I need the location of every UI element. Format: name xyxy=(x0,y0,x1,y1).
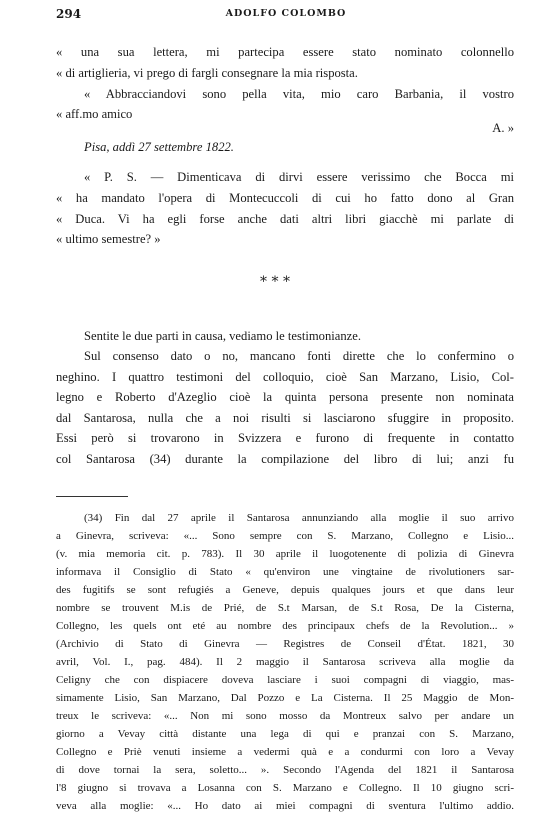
letter-line: « una sua lettera, mi partecipa essere stato nominato colonnello xyxy=(56,45,514,59)
footnote-line: informava il Consiglio di Stato « qu'environ une vingtaine de rivolutioners sar- xyxy=(56,566,514,578)
footnote-line: des fugitifs se sont refugiés a Geneve, depuis qualques jours et que dans leur xyxy=(56,584,514,596)
body-line: neghino. I quattro testimoni del colloquio, cioè San Marzano, Lisio, Col- xyxy=(56,370,514,384)
letter-line: « aff.mo amico xyxy=(56,107,133,121)
page-header xyxy=(56,7,516,25)
postscript-line: « ha mandato l'opera di Montecuccoli di cui ho fatto dono al Gran xyxy=(56,191,514,205)
body-line: legno e Roberto d'Azeglio cioè la quinta persona presente non nominata xyxy=(56,390,514,404)
footnote-line: (34) Fin dal 27 aprile il Santarosa annunziando alla moglie il suo arrivo xyxy=(84,512,514,524)
body-line: col Santarosa (34) durante la compilazione del libro di lui; anzi fu xyxy=(56,452,514,466)
letter-dateline: Pisa, addì 27 settembre 1822. xyxy=(84,140,234,154)
body-line: dal Santarosa, nulla che a noi risulti si lasciarono sfuggire in proposito. xyxy=(56,411,514,425)
footnote-line: Celigny che con dispiacere doveva lasciare i suoi compagni di viaggio, mas- xyxy=(56,674,514,686)
letter-line: « Abbracciandovi sono pella vita, mio caro Barbania, il vostro xyxy=(84,87,514,101)
letter-signature: A. » xyxy=(492,121,514,135)
footnote-line: (v. mia memoria cit. p. 783). Il 30 aprile il luogotenente di polizia di Ginevra xyxy=(56,548,514,560)
postscript-line: « P. S. — Dimenticava di dirvi essere verissimo che Bocca mi xyxy=(84,170,514,184)
footnote-line: a Ginevra, scriveva: «... Sono sempre con S. Marzano, Collegno e Lisio... xyxy=(56,530,514,542)
footnote-rule xyxy=(56,496,128,497)
asterism: * * * xyxy=(260,274,290,290)
postscript-line: « ultimo semestre? » xyxy=(56,232,161,246)
footnote-line: simamente Lisio, San Marzano, Dal Pozzo e La Cisterna. Il 25 Maggio de Mon- xyxy=(56,692,514,704)
body-line: Sul consenso dato o no, mancano fonti dirette che lo confermino o xyxy=(84,349,514,363)
footnote-line: di dove tornai la sera, soletto... ». Secondo l'Agenda del 1821 il Santarosa xyxy=(56,764,514,776)
footnote-line: Collegno e Priè venuti insieme a vedermi quà e a condurmi con loro a Vevay xyxy=(56,746,514,758)
footnote-line: avril, Vol. I., pag. 484). Il 2 maggio il Santarosa scriveva alla moglie da xyxy=(56,656,514,668)
footnote-line: (Archivio di Stato di Ginevra — Registres de Conseil d'État. 1821, 30 xyxy=(56,638,514,650)
body-line: Sentite le due parti in causa, vediamo le testimonianze. xyxy=(84,329,361,343)
footnote-line: giorno a Vevay città distante una lega di qui e pranzai con S. Marzano, xyxy=(56,728,514,740)
running-head: ADOLFO COLOMBO xyxy=(225,8,347,19)
footnote-line: nombre se trouvent M.is de Prié, de S.t Marsan, de S.t Rosa, De la Cisterna, xyxy=(56,602,514,614)
postscript-line: « Duca. Vi ha egli forse anche dati altri libri giacchè mi parlate di xyxy=(56,212,514,226)
footnote-line: l'8 giugno si trovava a Losanna con S. Marzano e Collegno. Il 10 giugno scri- xyxy=(56,782,514,794)
section-separator xyxy=(0,275,550,289)
footnote-line: treux le scriveva: «... Non mi sono mosso da Montreux salvo per andare un xyxy=(56,710,514,722)
letter-line: « di artiglieria, vi prego di fargli consegnare la mia risposta. xyxy=(56,66,358,80)
footnote-line: veva alla moglie: «... Ho dato ai miei compagni di sventura l'ultimo addio. xyxy=(56,800,514,812)
footnote-line: Collegno, les quels ont eté au nombre des principaux chefs de la Revolution... » xyxy=(56,620,514,632)
page-number: 294 xyxy=(56,7,82,21)
body-line: Essi però si trovarono in Svizzera e furono di frequente in contatto xyxy=(56,431,514,445)
